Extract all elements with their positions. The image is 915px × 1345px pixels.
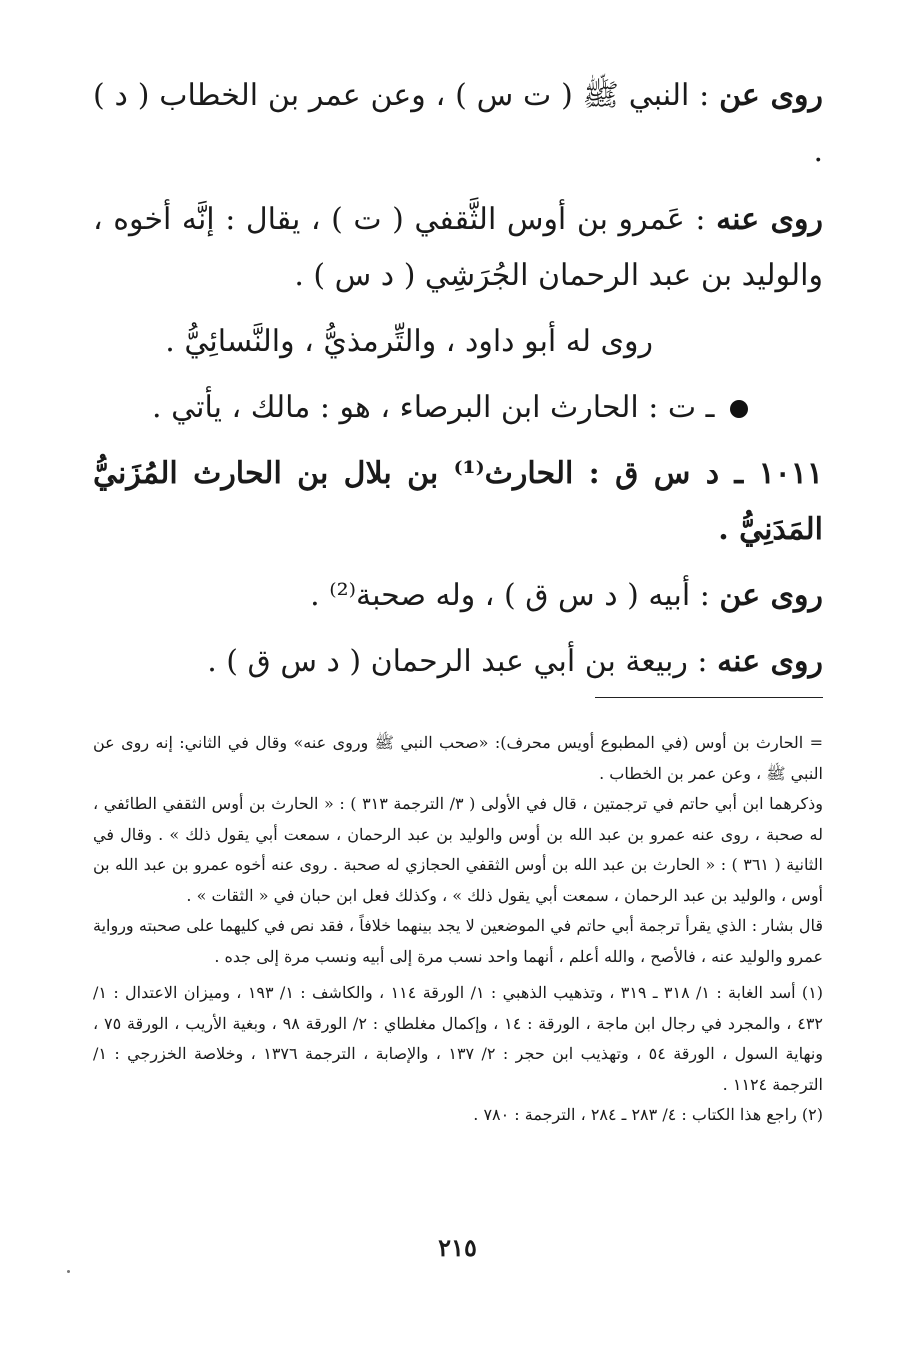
spacer (93, 436, 823, 446)
footnotes (93, 728, 823, 1131)
entry-narrated-by-2 (93, 634, 823, 690)
main-text (93, 68, 823, 690)
entry-narrated-by (93, 192, 823, 304)
page-number: ٢١٥ (438, 1233, 477, 1262)
narrated-from-label: روى عن (719, 78, 824, 113)
footnote-2: (٢) راجع هذا الكتاب : ٤/ ٢٨٣ ـ ٢٨٤ ، الترجمة : ٧٨٠ . (473, 1105, 823, 1124)
narrated-from-text: : النبي ﷺ ( ت س ) ، وعن عمر بن الخطاب ( د ) . (93, 78, 823, 169)
spacer (93, 624, 823, 634)
footnote-paragraph: قال بشار : الذي يقرأ ترجمة أبي حاتم في الموضعين لا يجد بينهما خلافاً ، فقد نص في كليهما على صحبته ورواية عمرو والوليد عنه ، فالأصح ، والله أعلم ، أنهما واحد نسب مرة إلى أبيه ونسب مرة إلى جده . (93, 916, 823, 966)
footnote-continuation: = الحارث بن أوس (في المطبوع أويس محرف): «صحب النبي ﷺ وروى عنه» وقال في الثاني: إنه روى عن النبي ﷺ ، وعن عمر بن الخطاب . (93, 733, 824, 783)
entry-narrated-from-2 (93, 568, 823, 624)
entry-narrated-from (93, 68, 823, 180)
spacer (93, 304, 823, 314)
spacer (93, 558, 823, 568)
scan-speck (67, 1270, 70, 1273)
bullet-icon (730, 400, 748, 418)
footnote-1: (١) أسد الغابة : ١/ ٣١٨ ـ ٣١٩ ، وتذهيب الذهبي : ١/ الورقة ١١٤ ، والكاشف : ١/ ١٩٣ ، وميزان الاعتدال : ١/ ٤٣٢ ، والمجرد في رجال ابن ماجة ، الورقة : ١٤ ، وإكمال مغلطاي : ٢/ الورقة ٩٨ ، وبغية الأريب ، الورقة ٧٥ ، ونهاية السول ، الورقة ٥٤ ، وتهذيب ابن حجر : ٢/ ١٣٧ ، والإصابة ، الترجمة ١٣٧٦ ، وخلاصة الخزرجي : ١/ الترجمة ١١٢٤ . (93, 983, 824, 1094)
spacer (93, 370, 823, 380)
narrated-by-text: : عَمرو بن أوس الثَّقفي ( ت ) ، يقال : إنَّه أخوه ، والوليد بن عبد الرحمان الجُرَشِي ( د س ) . (93, 202, 823, 293)
footnote-paragraph: وذكرهما ابن أبي حاتم في ترجمتين ، قال في الأولى ( ٣/ الترجمة ٣١٣ ) : « الحارث بن أوس الثقفي الطائفي ، له صحبة ، روى عنه عمرو بن عبد الله بن أوس والوليد بن عبد الرحمان ، سمعت أبي يقول ذلك » . وقال في الثانية ( ٣٦١ ) : « الحارث بن عبد الله بن أوس الثقفي الحجازي له صحبة . روى عنه أخوه عمرو بن عبد الله بن أوس ، والوليد بن عبد الرحمان ، سمعت أبي يقول ذلك » ، وكذلك فعل ابن حبان في « الثقات » . (93, 794, 823, 905)
narrated-by-label: روى عنه (716, 202, 824, 237)
biography-heading: ١٠١١ ـ د س ق : الحارث⁽¹⁾ بن بلال بن الحارث المُزَنيُّ المَدَنِيُّ . (93, 456, 824, 547)
spacer (93, 180, 823, 192)
narrated-from-text-2: : أبيه ( د س ق ) ، وله صحبة⁽²⁾ . (310, 578, 710, 613)
narrated-by-text-2: : ربيعة بن أبي عبد الرحمان ( د س ق ) . (207, 644, 708, 679)
narrated-for: روى له أبو داود ، والتِّرمذيُّ ، والنَّسائِيُّ . (165, 324, 653, 359)
narrated-from-label-2: روى عن (719, 578, 823, 613)
narrated-by-label-2: روى عنه (717, 644, 823, 679)
cross-reference-text: ـ ت : الحارث ابن البرصاء ، هو : مالك ، يأتي . (152, 390, 715, 425)
cross-reference-entry (93, 380, 823, 436)
footnote-divider (595, 697, 823, 698)
